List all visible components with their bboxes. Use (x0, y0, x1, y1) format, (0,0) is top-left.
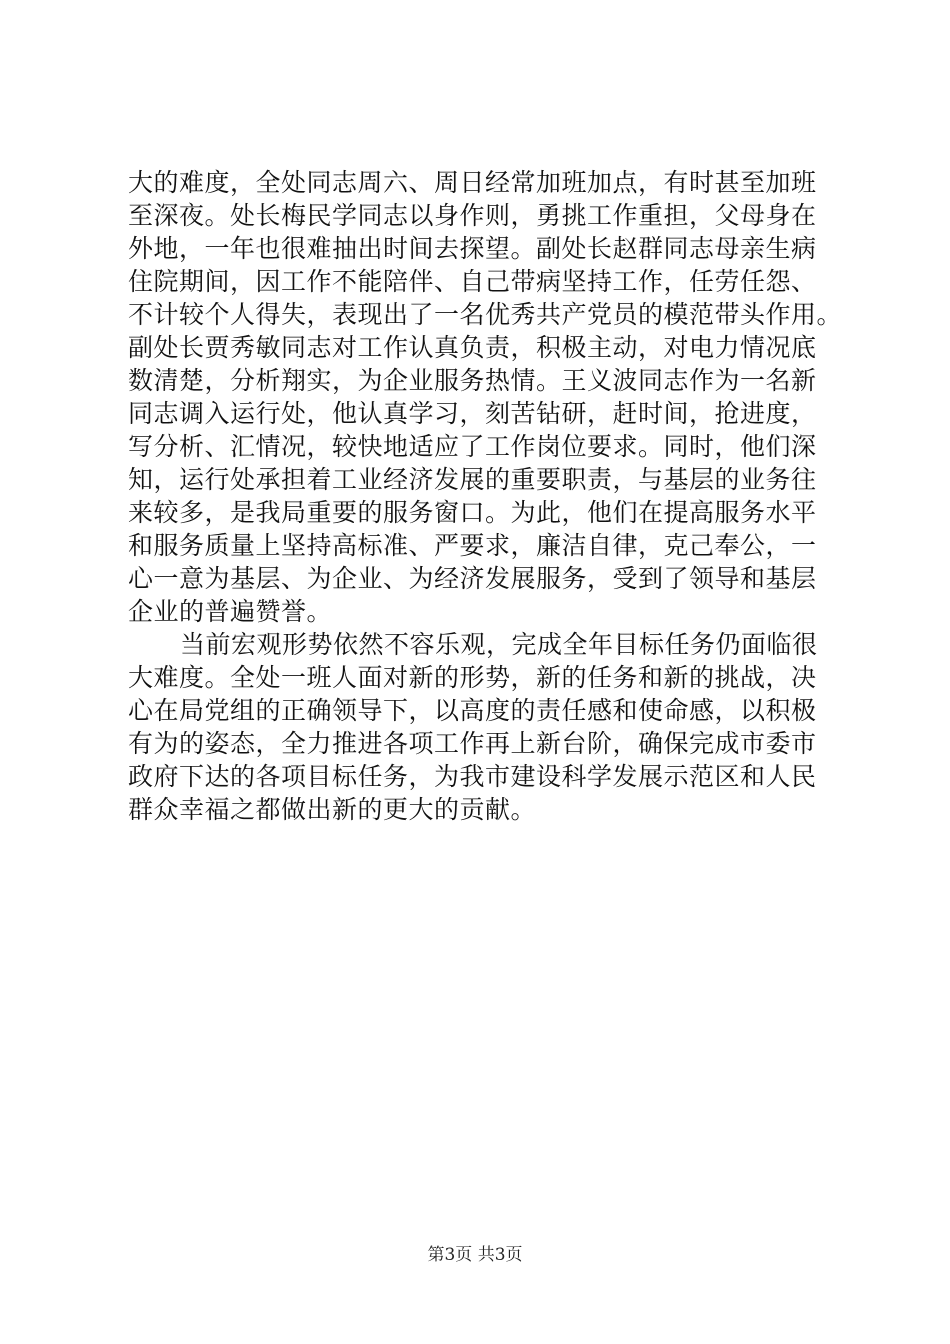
text-line: 至深夜。处长梅民学同志以身作则，勇挑工作重担，父母身在 (128, 201, 817, 230)
text-line: 政府下达的各项目标任务，为我市建设科学发展示范区和人民 (128, 762, 817, 791)
text-line: 外地，一年也很难抽出时间去探望。副处长赵群同志母亲生病 (128, 234, 817, 263)
text-line: 心一意为基层、为企业、为经济发展服务，受到了领导和基层 (128, 564, 817, 593)
body-text (128, 166, 843, 826)
text-line: 来较多，是我局重要的服务窗口。为此，他们在提高服务水平 (128, 498, 817, 527)
text-line: 住院期间，因工作不能陪伴、自己带病坚持工作，任劳任怨、 (128, 267, 817, 296)
page-footer: 第3页 共3页 (427, 1245, 523, 1265)
paragraph-start-line: 当前宏观形势依然不容乐观，完成全年目标任务仍面临很 (180, 630, 818, 659)
text-line: 副处长贾秀敏同志对工作认真负责，积极主动，对电力情况底 (128, 333, 817, 362)
text-line: 群众幸福之都做出新的更大的贡献。 (128, 795, 537, 824)
text-line: 不计较个人得失，表现出了一名优秀共产党员的模范带头作用。 (128, 300, 843, 329)
text-line: 大的难度，全处同志周六、周日经常加班加点，有时甚至加班 (128, 168, 817, 197)
text-line: 知，运行处承担着工业经济发展的重要职责，与基层的业务往 (128, 465, 817, 494)
text-line: 有为的姿态，全力推进各项工作再上新台阶，确保完成市委市 (128, 729, 817, 758)
text-line: 心在局党组的正确领导下，以高度的责任感和使命感，以积极 (128, 696, 817, 725)
text-line: 企业的普遍赞誉。 (128, 597, 333, 626)
text-line: 数清楚，分析翔实，为企业服务热情。王义波同志作为一名新 (128, 366, 817, 395)
text-line: 大难度。全处一班人面对新的形势，新的任务和新的挑战，决 (128, 663, 817, 692)
text-line: 写分析、汇情况，较快地适应了工作岗位要求。同时，他们深 (128, 432, 817, 461)
text-line: 和服务质量上坚持高标准、严要求，廉洁自律，克己奉公，一 (128, 531, 817, 560)
text-line: 同志调入运行处，他认真学习，刻苦钻研，赶时间，抢进度， (128, 399, 817, 428)
